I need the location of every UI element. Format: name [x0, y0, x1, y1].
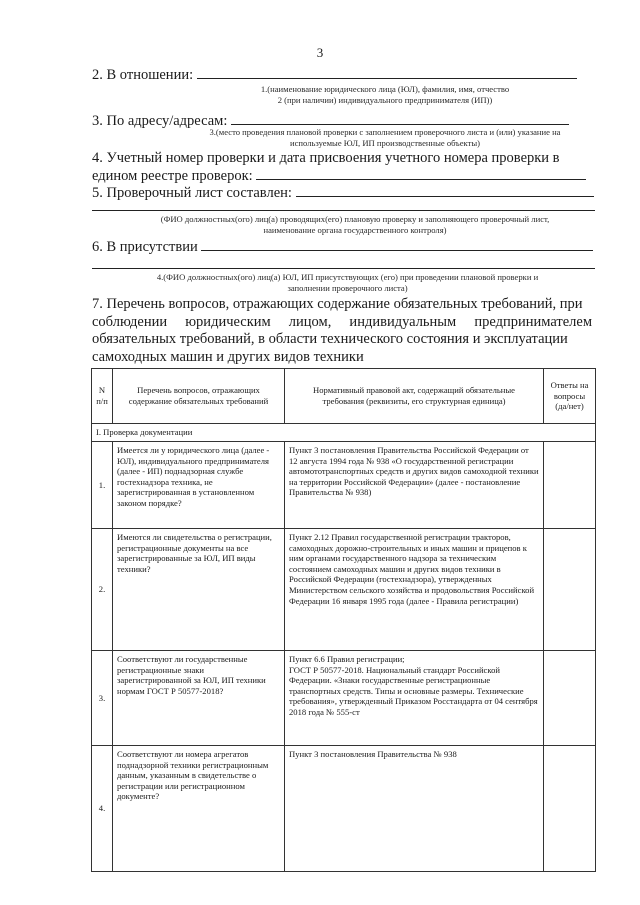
- item6-note: 4.(ФИО должностных(ого) лиц(а) ЮЛ, ИП присутствующих (его) при проведении плановой проверки и заполнении проверочного листа): [156, 272, 539, 293]
- item6-rule: [92, 268, 595, 269]
- item3-blank: [231, 112, 569, 125]
- table-header-row: [92, 369, 596, 424]
- row-answer-cell[interactable]: [544, 746, 596, 872]
- item5-label: 5. Проверочный лист составлен:: [92, 185, 292, 201]
- item4-blank: [256, 167, 586, 180]
- row-num: 3.: [92, 651, 113, 746]
- section-title: I. Проверка документации: [92, 424, 596, 442]
- item7-line2: соблюдении юридическим лицом, индивидуальным предпринимателем: [92, 313, 592, 330]
- table-row: [92, 746, 596, 872]
- item5-note: (ФИО должностных(ого) лиц(а) проводящих(его) плановую проверку и заполняющего проверочный лист, наименование органа государственного контроля): [160, 214, 550, 235]
- row-num: 1.: [92, 442, 113, 529]
- item6-blank: [201, 238, 593, 251]
- row-act: Пункт 6.6 Правил регистрации; ГОСТ Р 50577-2018. Национальный стандарт Российской Федерации. «Знаки государственные регистрационные транспортных средств. Типы и основные размеры. Технические требования», утвержденный Приказом Росстандарта от 04 сентября 2018 года № 555-ст: [285, 651, 544, 746]
- section-row: [92, 424, 596, 442]
- item5-rule: [92, 210, 595, 211]
- page-number: 3: [316, 45, 324, 60]
- row-num: 4.: [92, 746, 113, 872]
- item6-line: [92, 238, 593, 256]
- checklist-table: [91, 368, 596, 872]
- row-act: Пункт 2.12 Правил государственной регистрации тракторов, самоходных дорожно-строительных и иных машин и прицепов к ним органами государственного надзора за техническим состоянием самоходных машин и других видов техники в Российской Федерации (гостехнадзора), утвержденных Министерством сельского хозяйства и продовольствия Российской Федерации 16 января 1995 года (далее - Правила регистрации): [285, 529, 544, 651]
- item7-line4: самоходных машин и других видов техники: [92, 348, 364, 365]
- item3-label: 3. По адресу/адресам:: [92, 113, 228, 129]
- row-question: Имеется ли у юридического лица (далее - ЮЛ), индивидуального предпринимателя (далее - ИП) поднадзорная службе гостехнадзора техника, не зарегистрированная в установленном законом порядке?: [113, 442, 285, 529]
- row-act: Пункт 3 постановления Правительства № 938: [285, 746, 544, 872]
- item2-line: [92, 66, 577, 84]
- item5-blank: [296, 184, 594, 197]
- row-num: 2.: [92, 529, 113, 651]
- item4-line2: [92, 167, 586, 185]
- header-question: Перечень вопросов, отражающих содержание обязательных требований: [113, 369, 285, 424]
- header-answer: Ответы на вопросы (да/нет): [544, 369, 596, 424]
- item2-blank: [197, 66, 577, 79]
- row-answer-cell[interactable]: [544, 529, 596, 651]
- item6-label: 6. В присутствии: [92, 239, 198, 255]
- item7-line3: обязательных требований, в области технического состояния и эксплуатации: [92, 331, 568, 347]
- row-question: Соответствуют ли номера агрегатов поднадзорной техники регистрационным данным, указанным в свидетельстве о регистрации или регистрационном документе?: [113, 746, 285, 872]
- table-row: [92, 529, 596, 651]
- row-answer-cell[interactable]: [544, 442, 596, 529]
- header-num: N п/п: [92, 369, 113, 424]
- item3-note: 3.(место проведения плановой проверки с заполнением проверочного листа и (или) указание на используемые ЮЛ, ИП производственные объекты): [209, 127, 561, 148]
- row-answer-cell[interactable]: [544, 651, 596, 746]
- item7-heading: [92, 296, 592, 366]
- table-row: [92, 442, 596, 529]
- header-act: Нормативный правовой акт, содержащий обязательные требования (реквизиты, его структурная единица): [285, 369, 544, 424]
- row-act: Пункт 3 постановления Правительства Российской Федерации от 12 августа 1994 года № 938 «О государственной регистрации автомототранспортных средств и других видов самоходной техники на территории Российской Федерации» (далее - постановление Правительства № 938): [285, 442, 544, 529]
- item2-note: 1.(наименование юридического лица (ЮЛ), фамилия, имя, отчество 2 (при наличии) индивидуального предпринимателя (ИП)): [260, 84, 510, 105]
- table-row: [92, 651, 596, 746]
- item2-label: 2. В отношении:: [92, 67, 194, 83]
- row-question: Соответствуют ли государственные регистрационные знаки зарегистрированной за ЮЛ, ИП техники нормам ГОСТ Р 50577-2018?: [113, 651, 285, 746]
- item7-line1: 7. Перечень вопросов, отражающих содержание обязательных требований, при: [92, 296, 583, 312]
- item4-label: едином реестре проверок:: [92, 168, 253, 184]
- row-question: Имеются ли свидетельства о регистрации, регистрационные документы на все зарегистрированные за ЮЛ, ИП виды техники?: [113, 529, 285, 651]
- item5-line: [92, 184, 594, 202]
- item4-line1: 4. Учетный номер проверки и дата присвоения учетного номера проверки в: [92, 150, 560, 166]
